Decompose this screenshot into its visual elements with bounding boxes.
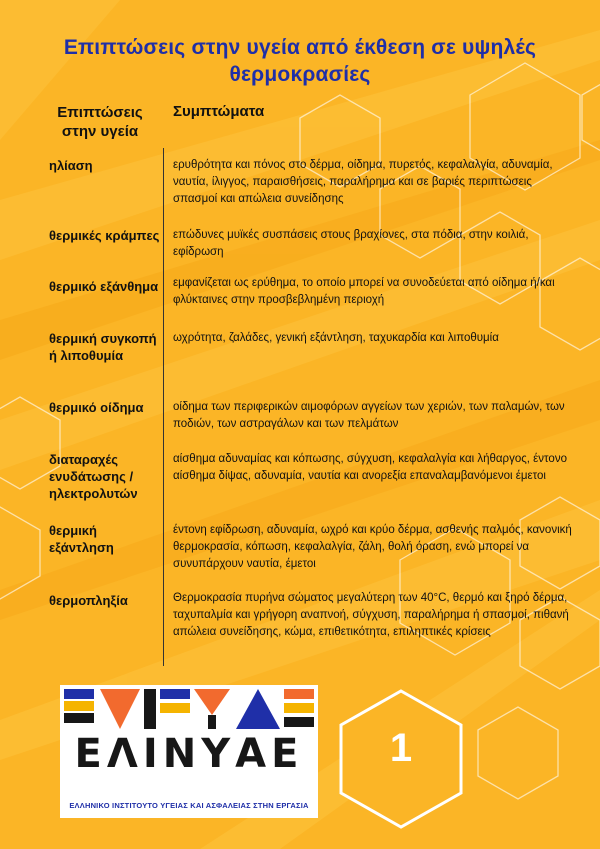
page-number: 1 bbox=[389, 726, 413, 770]
effect-label: θερμικό εξάνθημα bbox=[49, 279, 159, 294]
column-divider bbox=[163, 148, 164, 666]
symptom-text: εμφανίζεται ως ερύθημα, το οποίο μπορεί να συνοδεύεται από οίδημα ή/και φλύκταινες στην προσβεβλημένη περιοχή bbox=[173, 277, 555, 306]
effect-label: διαταραχές ενυδάτωσης / ηλεκτρολυτών bbox=[49, 452, 138, 501]
effect-label: θερμοπληξία bbox=[49, 593, 128, 608]
effect-label: θερμικό οίδημα bbox=[49, 400, 144, 415]
effect-label: θερμικές κράμπες bbox=[49, 228, 160, 243]
symptom-text: Θερμοκρασία πυρήνα σώματος μεγαλύτερη των 40°C, θερμό και ξηρό δέρμα, ταχυπαλμία και γρήγορη αναπνοή, σύγχυση, παραλήρημα ή σπασμοί, πιθανή απώλεια συνείδησης, κώμα, επιθετικότητα, επιληπτικές κρίσεις bbox=[173, 592, 569, 638]
elinyae-logo bbox=[60, 685, 318, 818]
effects-column-header: Επιπτώσεις στην υγεία bbox=[57, 104, 143, 140]
logo-name: ΕΛΙΝΥΑΕ bbox=[74, 731, 304, 777]
symptom-text: οίδημα των περιφερικών αιμοφόρων αγγείων των χεριών, των παλαμών, των ποδιών, των αστραγάλων και των πελμάτων bbox=[173, 401, 565, 430]
symptom-text: έντονη εφίδρωση, αδυναμία, ωχρό και κρύο δέρμα, ασθενής παλμός, κανονική θερμοκρασία, κόπωση, κεφαλαλγία, ζάλη, θολή όραση, ενώ μπορεί να συνυπάρχουν ναυτία, έμετοι bbox=[173, 524, 572, 570]
effect-label: θερμική συγκοπή ή λιποθυμία bbox=[49, 331, 157, 363]
symptom-text: ερυθρότητα και πόνος στο δέρμα, οίδημα, πυρετός, κεφαλαλγία, αδυναμία, ναυτία, ίλιγγος, παραισθήσεις, παραλήρημα και σε βαριές περιπτώσεις σπασμοί και απώλεια συνείδησης bbox=[173, 159, 553, 205]
symptom-text: ωχρότητα, ζαλάδες, γενική εξάντληση, ταχυκαρδία και λιποθυμία bbox=[173, 332, 499, 344]
effect-label: θερμική εξάντληση bbox=[49, 523, 114, 555]
logo-subtitle: ΕΛΛΗΝΙΚΟ ΙΝΣΤΙΤΟΥΤΟ ΥΓΕΙΑΣ ΚΑΙ ΑΣΦΑΛΕΙΑΣ ΣΤΗΝ ΕΡΓΑΣΙΑ bbox=[69, 801, 309, 810]
symptoms-column-header: Συμπτώματα bbox=[173, 103, 265, 120]
logo-graphic bbox=[60, 685, 318, 731]
page-title: Επιπτώσεις στην υγεία από έκθεση σε υψηλές θερμοκρασίες bbox=[63, 36, 537, 86]
symptom-text: αίσθημα αδυναμίας και κόπωσης, σύγχυση, κεφαλαλγία και λήθαργος, έντονο αίσθημα δίψας, αδυναμία, ναυτία και ανορεξία επαναλαμβανόμενοι έμετοι bbox=[173, 453, 567, 482]
symptom-text: επώδυνες μυϊκές συσπάσεις στους βραχίονες, στα πόδια, στην κοιλιά, εφίδρωση bbox=[173, 229, 529, 258]
effect-label: ηλίαση bbox=[49, 158, 93, 173]
